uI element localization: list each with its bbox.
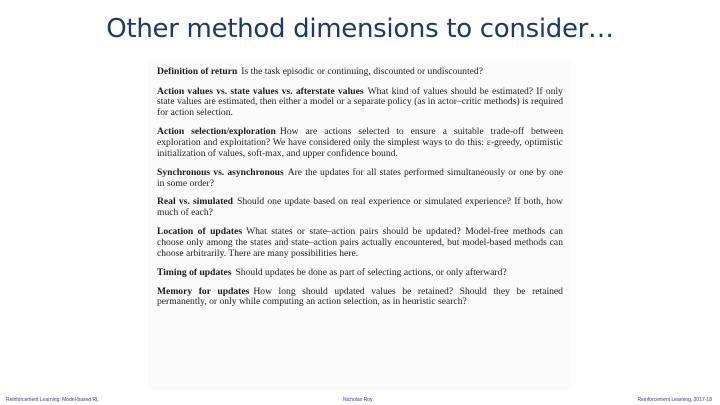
entry-text: Should updates be done as part of selecting actions, or only afterward? xyxy=(235,266,507,278)
list-item xyxy=(157,168,563,190)
list-item xyxy=(157,197,563,219)
list-item xyxy=(157,67,563,78)
entry-term: Definition of return xyxy=(157,66,238,77)
footer-author: Nicholas Roy xyxy=(343,397,373,403)
entry-term: Action values vs. state values vs. afterstate values xyxy=(157,85,364,97)
list-item xyxy=(157,127,563,160)
list-item xyxy=(157,87,563,120)
entry-text: Are the updates for all states performed simultaneously or one by one in some order? xyxy=(157,166,563,189)
entry-text: Is the task episodic or continuing, discounted or undiscounted? xyxy=(241,66,483,77)
entry-term: Real vs. simulated xyxy=(157,196,233,208)
entry-text: How are actions selected to ensure a suitable trade-off between exploration and exploitation? We have considered only the simplest ways to do this: ε-greedy, optimistic initialization of values, soft-max, and upper confidence bound. xyxy=(157,126,563,159)
entry-term: Timing of updates xyxy=(157,266,232,278)
entry-text: What states or state–action pairs should be updated? Model-free methods can choose only among the states and state–action pairs actually encountered, but model-based methods can choose arbitrarily. There are many possibilities here. xyxy=(157,226,563,259)
text-figure xyxy=(148,60,571,390)
dimension-list xyxy=(157,67,563,316)
footer-date: Reinforcement Learning, 2017-18 xyxy=(637,397,712,403)
slide-title: Other method dimensions to consider… xyxy=(106,14,614,44)
entry-text: Should one update based on real experience or simulated experience? If both, how much of each? xyxy=(157,196,563,219)
entry-term: Action selection/exploration xyxy=(157,126,276,138)
entry-term: Synchronous vs. asynchronous xyxy=(157,166,284,178)
list-item xyxy=(157,227,563,260)
entry-term: Location of updates xyxy=(157,226,243,238)
list-item xyxy=(157,268,563,279)
list-item xyxy=(157,287,563,309)
entry-text: How long should updated values be retained? Should they be retained permanently, or only while computing an action selection, as in heuristic search? xyxy=(157,285,563,308)
footer-course: Reinforcement Learning: Model-based RL xyxy=(6,397,99,403)
entry-text: What kind of values should be estimated? If only state values are estimated, then either a model or a separate policy (as in actor–critic methods) is required for action selection. xyxy=(157,85,563,119)
entry-term: Memory for updates xyxy=(157,285,250,297)
